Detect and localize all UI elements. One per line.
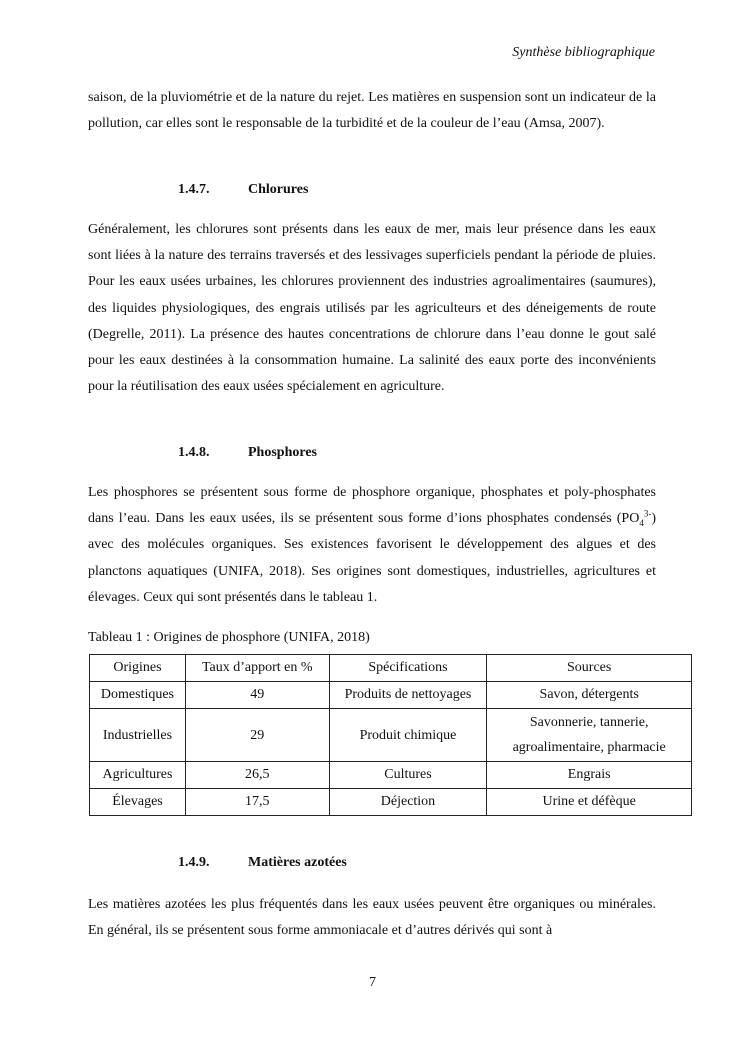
- formula-superscript: 3-: [643, 508, 652, 519]
- heading-number: 1.4.7.: [178, 182, 210, 197]
- table-cell: Urine et défèque: [487, 789, 692, 816]
- formula-subscript: 4: [639, 518, 644, 528]
- phosphore-origins-table: [89, 654, 692, 816]
- azotees-paragraph: Les matières azotées les plus fréquentés dans les eaux usées peuvent être organiques ou minérales. En général, ils se présentent sous forme ammoniacale et d’autres dérivés qui sont à: [88, 897, 656, 939]
- table-header-row: [90, 655, 692, 682]
- intro-paragraph: saison, de la pluviométrie et de la nature du rejet. Les matières en suspension sont un indicateur de la pollution, car elles sont le responsable de la turbidité et de la couleur de l’eau (Amsa, 2007).: [88, 90, 656, 132]
- table-cell: 49: [185, 682, 329, 709]
- table-cell: Déjection: [329, 789, 487, 816]
- table-cell: Élevages: [90, 789, 186, 816]
- table-cell: 29: [185, 709, 329, 762]
- heading-title: Phosphores: [248, 445, 317, 460]
- table-row: [90, 709, 692, 762]
- table-cell: 26,5: [185, 762, 329, 789]
- phosphores-text-before: Les phosphores se présentent sous forme de phosphore organique, phosphates et poly-phosphates dans l’eau. Dans les eaux usées, ils se présentent sous forme d’ions phosphates condensés (PO: [88, 485, 656, 527]
- table-cell: Agricultures: [90, 762, 186, 789]
- table-cell: Domestiques: [90, 682, 186, 709]
- heading-chlorures: [178, 182, 308, 198]
- phosphores-text-after: ) avec des molécules organiques. Ses existences favorisent le développement des algues et des planctons aquatiques (UNIFA, 2018). Ses origines sont domestiques, industrielles, agricultures et élevages. Ceux qui sont présentés dans le tableau 1.: [88, 511, 656, 605]
- page-number: 7: [369, 975, 376, 990]
- heading-number: 1.4.8.: [178, 445, 210, 460]
- column-header: Spécifications: [329, 655, 487, 682]
- table-caption: Tableau 1 : Origines de phosphore (UNIFA, 2018): [88, 630, 370, 645]
- table-cell: Savonnerie, tannerie, agroalimentaire, pharmacie: [487, 709, 692, 762]
- column-header: Origines: [90, 655, 186, 682]
- column-header: Taux d’apport en %: [185, 655, 329, 682]
- table-cell: Produit chimique: [329, 709, 487, 762]
- chlorures-paragraph: Généralement, les chlorures sont présents dans les eaux de mer, mais leur présence dans les eaux sont liées à la nature des terrains traversés et des lessivages superficiels pendant la période de pluies. Pour les eaux usées urbaines, les chlorures proviennent des industries agroalimentaires (saumures), des liquides physiologiques, des engrais utilisés par les agriculteurs et des déneigements de route (Degrelle, 2011). La présence des hautes concentrations de chlorure dans l’eau donne le gout salé pour les eaux destinées à la consommation humaine. La salinité des eaux porte des inconvénients pour la réutilisation des eaux usées spécialement en agriculture.: [88, 222, 656, 395]
- table-cell: Engrais: [487, 762, 692, 789]
- table-cell: Cultures: [329, 762, 487, 789]
- table-cell: Industrielles: [90, 709, 186, 762]
- table-row: [90, 789, 692, 816]
- table-cell: Produits de nettoyages: [329, 682, 487, 709]
- table-row: [90, 762, 692, 789]
- table-cell: Savon, détergents: [487, 682, 692, 709]
- running-header: Synthèse bibliographique: [512, 45, 655, 60]
- column-header: Sources: [487, 655, 692, 682]
- table-row: [90, 682, 692, 709]
- heading-title: Matières azotées: [248, 855, 347, 870]
- table-cell: 17,5: [185, 789, 329, 816]
- heading-number: 1.4.9.: [178, 855, 210, 870]
- phosphores-paragraph: [88, 480, 656, 611]
- heading-matieres-azotees: [178, 855, 347, 871]
- heading-title: Chlorures: [248, 182, 309, 197]
- heading-phosphores: [178, 445, 317, 461]
